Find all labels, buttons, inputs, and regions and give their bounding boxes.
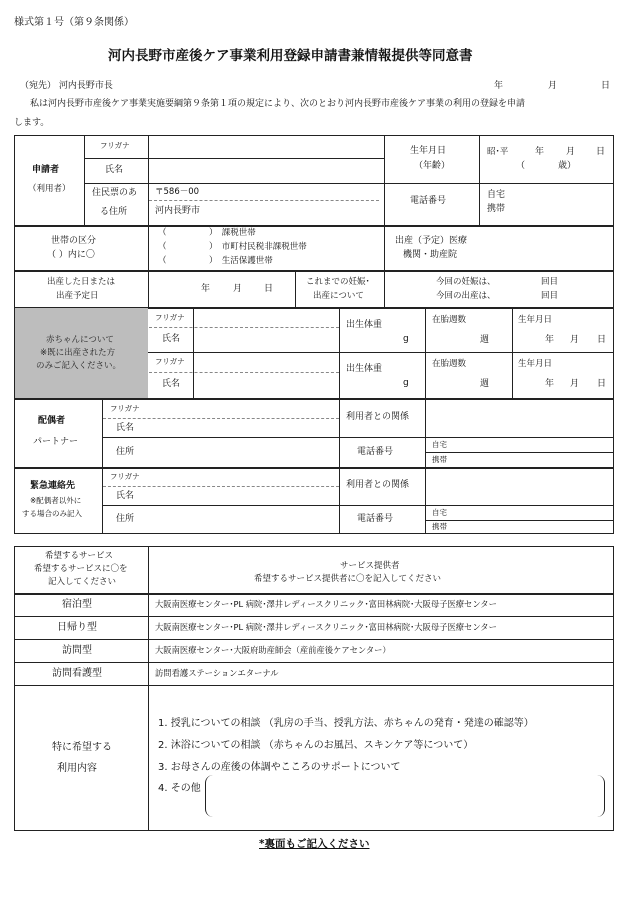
birth-count-label: 今回の出産は、 (436, 291, 496, 301)
dob-month: 月 (566, 147, 576, 157)
era-label: 昭･平 (487, 147, 509, 157)
service-type-visit: 訪問型 (62, 645, 92, 656)
city-name: 河内長野市 (155, 206, 201, 216)
birth-times: 回目 (541, 291, 559, 301)
baby1-dob-label: 生年月日 (518, 315, 553, 325)
household-label: 世帯の区分 (51, 236, 97, 246)
emergency-mobile-label: 携帯 (432, 522, 447, 531)
baby2-dob-year: 年 (545, 379, 555, 389)
birth-date-label-2: 出産予定日 (56, 291, 99, 301)
postal-code: 〒586－00 (155, 187, 200, 197)
baby2-weeks-unit: 週 (480, 379, 490, 389)
age-label: （年齢） (414, 161, 451, 171)
service-type-visit-nursing: 訪問看護型 (52, 668, 102, 679)
baby2-dob-month: 月 (570, 379, 580, 389)
emergency-furigana-label: フリガナ (110, 472, 140, 481)
baby2-weight-label: 出生体重 (346, 364, 383, 374)
emergency-label: 緊急連絡先 (30, 481, 76, 491)
baby1-gram: g (403, 334, 409, 344)
service-providers-visit-nursing[interactable]: 訪問看護ステーションエターナル (155, 668, 279, 678)
service-header-left-2: 希望するサービスに〇を (34, 564, 128, 574)
service-header-left: 希望するサービス (45, 551, 114, 561)
home-label: 自宅 (487, 190, 506, 200)
service-providers-daytrip[interactable]: 大阪南医療センター･PL 病院･澤井レディースクリニック･富田林病院･大阪母子医療センター (155, 622, 497, 632)
baby1-weeks-label: 在胎週数 (432, 315, 467, 325)
emergency-note: ※配偶者以外に (30, 496, 82, 505)
emergency-name-label: 氏名 (116, 491, 135, 501)
birth-day: 日 (264, 284, 274, 294)
hospital-label-2: 機関・助産院 (403, 250, 458, 260)
special-item-breastfeeding[interactable]: 1. 授乳についての相談 （乳房の手当、授乳方法、赤ちゃんの発育・発達の確認等） (158, 718, 534, 729)
dob-label: 生年月日 (410, 146, 447, 156)
spouse-home-label: 自宅 (432, 440, 447, 449)
applicant-label: 申請者 (32, 165, 60, 175)
past-pregnancy-label-2: 出産について (313, 291, 364, 301)
addressee: （宛先） 河内長野市長 (20, 81, 113, 91)
form-number: 様式第１号（第９条関係） (14, 17, 134, 28)
household-instruction: （ ）内に〇 (47, 250, 95, 260)
emergency-note-2: する場合のみ記入 (22, 509, 82, 518)
baby2-gram: g (403, 378, 409, 388)
special-item-mother-support[interactable]: 3. お母さんの産後の体調やこころのサポートについて (158, 762, 401, 773)
date-day: 日 (601, 81, 611, 91)
special-request-label: 特に希望する (52, 742, 112, 753)
spouse-relation-label: 利用者との関係 (346, 412, 410, 422)
spouse-address-label: 住所 (116, 447, 135, 457)
baby2-dob-day: 日 (597, 379, 607, 389)
phone-label: 電話番号 (410, 196, 447, 206)
hospital-label: 出産（予定）医療 (395, 236, 468, 246)
baby-note: 赤ちゃんについて (46, 335, 114, 345)
service-type-daytrip: 日帰り型 (57, 622, 97, 633)
baby-note-2: ※既に出産された方 (40, 348, 116, 358)
baby1-weight-label: 出生体重 (346, 320, 383, 330)
baby1-dob-day: 日 (597, 335, 607, 345)
spouse-name-label: 氏名 (116, 423, 135, 433)
special-request-label-2: 利用内容 (57, 763, 97, 774)
household-option-nontaxed: （ ） 市町村民税非課税世帯 (158, 242, 307, 252)
age-close: 歳） (558, 161, 577, 171)
intro-text-end: します。 (14, 118, 50, 128)
spouse-label-2: パートナー (33, 437, 79, 447)
spouse-mobile-label: 携帯 (432, 455, 447, 464)
other-entry-bracket[interactable] (205, 775, 605, 817)
intro-text: 私は河内長野市産後ケア事業実施要綱第９条第１項の規定により、次のとおり河内長野市産後ケア事業の利用の登録を申請 (30, 99, 526, 109)
mobile-label: 携帯 (487, 204, 506, 214)
emergency-phone-label: 電話番号 (357, 514, 394, 524)
birth-date-label: 出産した日または (47, 277, 116, 287)
household-option-welfare: （ ） 生活保護世帯 (158, 256, 273, 266)
baby1-weeks-unit: 週 (480, 335, 490, 345)
baby2-furigana-label: フリガナ (155, 357, 185, 366)
pregnancy-times: 回目 (541, 277, 559, 287)
baby1-furigana-label: フリガナ (155, 313, 185, 322)
page-title: 河内長野市産後ケア事業利用登録申請書兼情報提供等同意書 (108, 48, 473, 64)
address-label-2: る住所 (100, 207, 128, 217)
household-option-taxed: （ ） 課税世帯 (158, 228, 256, 238)
baby2-name-label: 氏名 (162, 379, 181, 389)
address-label: 住民票のあ (92, 188, 138, 198)
service-type-overnight: 宿泊型 (62, 599, 92, 610)
date-year: 年 (494, 81, 504, 91)
service-header-right: サービス提供者 (340, 561, 400, 571)
baby2-weeks-label: 在胎週数 (432, 359, 467, 369)
baby2-dob-label: 生年月日 (518, 359, 553, 369)
spouse-label: 配偶者 (38, 416, 66, 426)
back-side-note: *裏面もご記入ください (259, 838, 370, 850)
service-providers-visit[interactable]: 大阪南医療センター･大阪府助産師会（産前産後ケアセンター） (155, 645, 391, 655)
special-item-other[interactable]: 4. その他 (158, 783, 201, 794)
name-label: 氏名 (105, 165, 124, 175)
date-month: 月 (548, 81, 558, 91)
past-pregnancy-label: これまでの妊娠･ (306, 277, 370, 287)
emergency-relation-label: 利用者との関係 (346, 480, 410, 490)
service-providers-overnight[interactable]: 大阪南医療センター･PL 病院･澤井レディースクリニック･富田林病院･大阪母子医療センター (155, 599, 497, 609)
emergency-home-label: 自宅 (432, 508, 447, 517)
birth-month: 月 (233, 284, 243, 294)
baby-note-3: のみご記入ください。 (36, 361, 122, 371)
emergency-address-label: 住所 (116, 514, 135, 524)
pregnancy-count-label: 今回の妊娠は、 (436, 277, 496, 287)
baby1-name-label: 氏名 (162, 334, 181, 344)
furigana-label: フリガナ (100, 141, 130, 150)
spouse-phone-label: 電話番号 (357, 447, 394, 457)
service-header-left-3: 記入してください (48, 577, 117, 587)
birth-year: 年 (201, 284, 211, 294)
applicant-sub-label: （利用者） (28, 184, 71, 194)
dob-day: 日 (596, 147, 606, 157)
age-open: （ (516, 161, 526, 171)
service-header-right-2: 希望するサービス提供者に〇を記入してください (254, 574, 442, 584)
baby1-dob-month: 月 (570, 335, 580, 345)
spouse-furigana-label: フリガナ (110, 404, 140, 413)
baby1-dob-year: 年 (545, 335, 555, 345)
special-item-bathing[interactable]: 2. 沐浴についての相談 （赤ちゃんのお風呂、スキンケア等について） (158, 740, 474, 751)
dob-year: 年 (535, 147, 545, 157)
